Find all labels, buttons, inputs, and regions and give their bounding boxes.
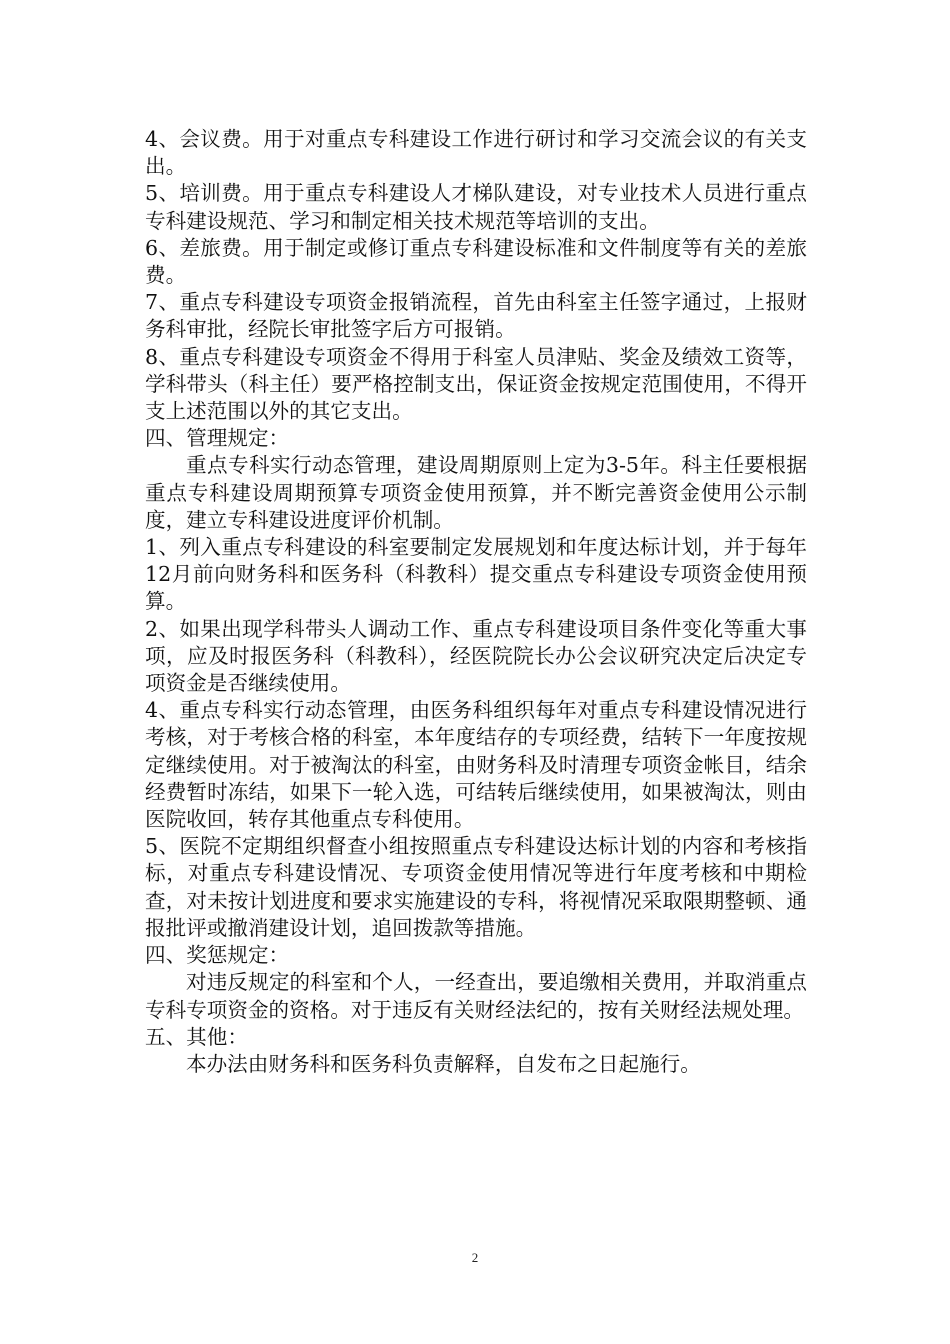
paragraph-major-changes: 2、如果出现学科带头人调动工作、重点专科建设项目条件变化等重大事项，应及时报医务科（科教科），经医院院长办公会议研究决定后决定专项资金是否继续使用。	[145, 616, 807, 696]
paragraph-training-fee: 5、培训费。用于重点专科建设人才梯队建设，对专业技术人员进行重点专科建设规范、学习和制定相关技术规范等培训的支出。	[145, 181, 807, 233]
section-heading-rewards-penalties: 四、奖惩规定：	[145, 943, 290, 968]
section-heading-other: 五、其他：	[145, 1024, 248, 1049]
paragraph-annual-assessment: 4、重点专科实行动态管理，由医务科组织每年对重点专科建设情况进行考核，对于考核合格的科室，本年度结存的专项经费，结转下一年度按规定继续使用。对于被淘汰的科室，由财务科及时清理专项资金帐目，结余经费暂时冻结，如果下一轮入选，可结转后继续使用，如果被淘汰，则由医院收回，转存其他重点专科使用。	[145, 698, 807, 832]
paragraph-meeting-fee: 4、会议费。用于对重点专科建设工作进行研讨和学习交流会议的有关支出。	[145, 127, 807, 179]
paragraph-dynamic-management: 重点专科实行动态管理，建设周期原则上定为3-5年。科主任要根据重点专科建设周期预算专项资金使用预算，并不断完善资金使用公示制度，建立专科建设进度评价机制。	[145, 453, 807, 532]
paragraph-interpretation: 本办法由财务科和医务科负责解释，自发布之日起施行。	[186, 1051, 701, 1076]
paragraph-funding-restrictions: 8、重点专科建设专项资金不得用于科室人员津贴、奖金及绩效工资等，学科带头（科主任）要严格控制支出，保证资金按规定范围使用，不得开支上述范围以外的其它支出。	[145, 344, 807, 424]
paragraph-travel-fee: 6、差旅费。用于制定或修订重点专科建设标准和文件制度等有关的差旅费。	[145, 235, 807, 288]
section-heading-management: 四、管理规定：	[145, 426, 290, 451]
paragraph-inspection: 5、医院不定期组织督查小组按照重点专科建设达标计划的内容和考核指标，对重点专科建设情况、专项资金使用情况等进行年度考核和中期检查，对未按计划进度和要求实施建设的专科，将视情况采取限期整顿、通报批评或撤消建设计划，追回拨款等措施。	[145, 834, 807, 940]
paragraph-development-plan: 1、列入重点专科建设的科室要制定发展规划和年度达标计划，并于每年12月前向财务科和医务科（科教科）提交重点专科建设专项资金使用预算。	[145, 535, 807, 614]
document-body	[145, 126, 807, 1078]
paragraph-reimbursement-process: 7、重点专科建设专项资金报销流程，首先由科室主任签字通过，上报财务科审批，经院长审批签字后方可报销。	[145, 290, 807, 342]
page-number: 2	[471, 1250, 479, 1265]
paragraph-violations: 对违反规定的科室和个人，一经查出，要追缴相关费用，并取消重点专科专项资金的资格。对于违反有关财经法纪的，按有关财经法规处理。	[145, 970, 807, 1022]
